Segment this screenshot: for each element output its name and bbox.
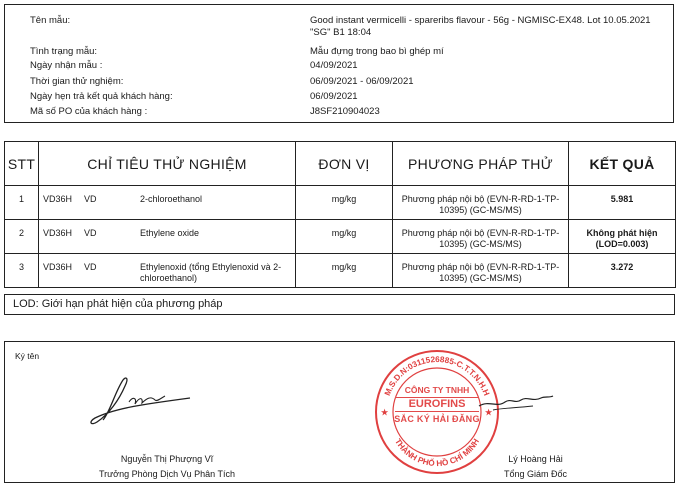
stamp-center <box>391 385 483 425</box>
header-unit: ĐƠN VỊ <box>296 142 393 186</box>
row-parameter-cell <box>39 186 296 220</box>
header-method: PHƯƠNG PHÁP THỬ <box>393 142 569 186</box>
result-due-date-label: Ngày hẹn trả kết quả khách hàng: <box>30 91 173 102</box>
sample-name-label: Tên mẫu: <box>30 15 71 26</box>
row-result: 5.981 <box>569 186 676 220</box>
row-unit: mg/kg <box>296 220 393 254</box>
table-header-row <box>5 142 676 186</box>
received-date-value: 04/09/2021 <box>310 60 358 71</box>
po-number-label: Mã số PO của khách hàng : <box>30 106 148 117</box>
sample-name-value: Good instant vermicelli - spareribs flavour - 56g - NGMISC-EX48. Lot 10.05.2021 "SG" B1 18:04 <box>310 15 651 38</box>
received-date-label: Ngày nhận mẫu : <box>30 60 103 71</box>
row-code: VD36H <box>43 194 73 204</box>
stamp-ring-text: M.S.D.N:0311526885-C.T.T.N.H.H <box>382 354 492 398</box>
po-number-value: J8SF210904023 <box>310 106 380 117</box>
row-unit: mg/kg <box>296 186 393 220</box>
sample-condition-label: Tình trạng mẫu: <box>30 46 98 57</box>
table-row <box>5 254 676 288</box>
signer-right-title: Tổng Giám Đốc <box>503 469 568 479</box>
signer-left-title: Trưởng Phòng Dịch Vụ Phân Tích <box>99 469 235 479</box>
row-result: Không phát hiện (LOD=0.003) <box>569 220 676 254</box>
row-result: 3.272 <box>569 254 676 288</box>
handwritten-signature-left <box>85 372 195 427</box>
signer-left <box>77 452 257 482</box>
row-stt: 3 <box>5 254 39 288</box>
header-result: KẾT QUẢ <box>569 142 676 186</box>
row-parameter: Ethylene oxide <box>140 228 200 238</box>
row-stt: 2 <box>5 220 39 254</box>
row-code-suffix: VD <box>84 262 97 272</box>
test-period-value: 06/09/2021 - 06/09/2021 <box>310 76 414 87</box>
stamp-ring-bottom-text: THÀNH PHỐ HỒ CHÍ MINH <box>393 437 481 469</box>
stamp-company-subname: SẮC KÝ HẢI ĐĂNG <box>394 414 480 424</box>
test-period-label: Thời gian thử nghiệm: <box>30 76 124 87</box>
row-method: Phương pháp nội bộ (EVN-R-RD-1-TP-10395) (GC-MS/MS) <box>393 254 569 288</box>
handwritten-signature-right <box>475 382 555 422</box>
stamp-company-name: EUROFINS <box>395 397 479 412</box>
signature-label: Ký tên <box>15 351 40 361</box>
table-row <box>5 220 676 254</box>
row-code-suffix: VD <box>84 228 97 238</box>
sample-info-box <box>4 4 674 123</box>
sample-condition-value: Mẫu đựng trong bao bì ghép mí <box>310 46 444 57</box>
row-parameter: 2-chloroethanol <box>140 194 203 204</box>
header-stt: STT <box>5 142 39 186</box>
signer-right <box>463 452 608 482</box>
row-code: VD36H <box>43 228 73 238</box>
results-table <box>4 141 676 288</box>
signer-left-name: Nguyễn Thị Phượng Vĩ <box>120 454 214 464</box>
star-icon: ★ <box>485 408 493 417</box>
row-code-suffix: VD <box>84 194 97 204</box>
row-parameter-cell <box>39 254 296 288</box>
row-parameter-cell <box>39 220 296 254</box>
row-method: Phương pháp nội bộ (EVN-R-RD-1-TP-10395) (GC-MS/MS) <box>393 186 569 220</box>
header-parameter: CHỈ TIÊU THỬ NGHIỆM <box>39 142 296 186</box>
row-unit: mg/kg <box>296 254 393 288</box>
stamp-company-type: CÔNG TY TNHH <box>404 385 470 395</box>
row-stt: 1 <box>5 186 39 220</box>
row-method: Phương pháp nội bộ (EVN-R-RD-1-TP-10395) (GC-MS/MS) <box>393 220 569 254</box>
star-icon: ★ <box>381 408 389 417</box>
lod-note: LOD: Giới hạn phát hiện của phương pháp <box>4 294 675 315</box>
row-parameter: Ethylenoxid (tổng Ethylenoxid và 2-chloroethanol) <box>140 262 282 283</box>
row-code: VD36H <box>43 262 73 272</box>
table-row <box>5 186 676 220</box>
result-due-date-value: 06/09/2021 <box>310 91 358 102</box>
signer-right-name: Lý Hoàng Hải <box>508 454 563 464</box>
signature-box <box>4 341 675 483</box>
